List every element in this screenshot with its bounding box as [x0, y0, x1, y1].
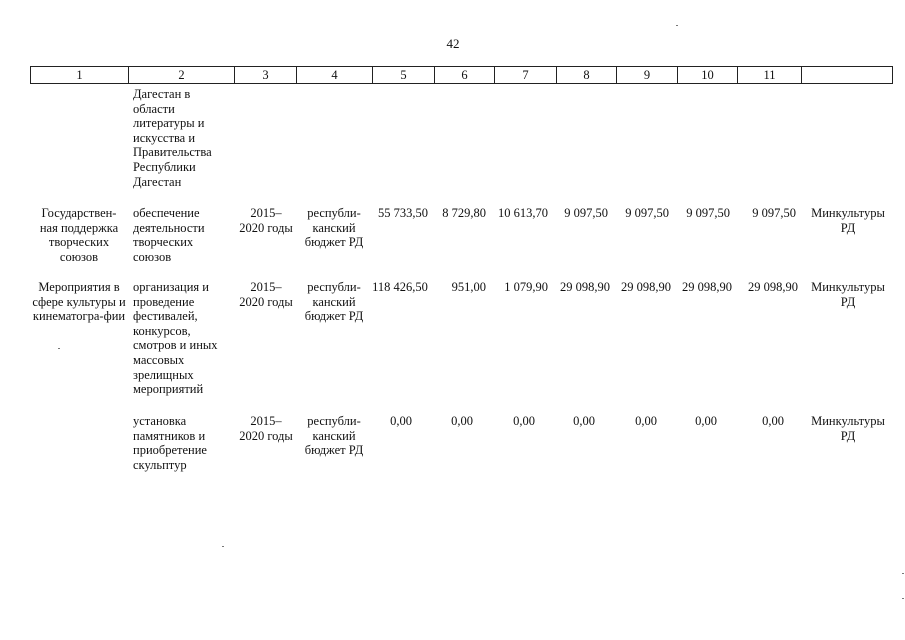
measure-name: Государствен-ная поддержка творческих союзов [39, 206, 119, 264]
header-col-6: 6 [435, 67, 495, 83]
header-col-9: 9 [617, 67, 678, 83]
value-col-9: 29 098,90 [621, 280, 671, 294]
value-col-5: 0,00 [390, 414, 412, 428]
header-col-8: 8 [557, 67, 617, 83]
value-col-9: 9 097,50 [625, 206, 669, 220]
scan-speck [676, 25, 678, 26]
scan-speck [222, 546, 224, 547]
activity-description: обеспечение деятельности творческих союзов [133, 206, 205, 264]
scan-speck [58, 348, 60, 349]
value-col-7: 1 079,90 [504, 280, 548, 294]
header-col-7: 7 [495, 67, 557, 83]
value-col-6: 8 729,80 [442, 206, 486, 220]
header-col-2: 2 [129, 67, 235, 83]
header-col-12 [802, 67, 894, 83]
value-col-10: 9 097,50 [686, 206, 730, 220]
value-col-10: 29 098,90 [682, 280, 732, 294]
value-col-11: 9 097,50 [752, 206, 796, 220]
header-col-5: 5 [373, 67, 435, 83]
responsible-agency: Минкультуры РД [811, 206, 885, 235]
period: 2015– 2020 годы [239, 280, 293, 309]
activity-description: организация и проведение фестивалей, конкурсов, смотров и иных массовых зрелищных мероприятий [133, 280, 218, 397]
value-col-11: 29 098,90 [748, 280, 798, 294]
value-col-5: 118 426,50 [372, 280, 428, 294]
value-col-6: 951,00 [451, 280, 486, 294]
period: 2015– 2020 годы [239, 206, 293, 235]
funding-source: республи-канский бюджет РД [304, 280, 364, 324]
measure-name: Мероприятия в сфере культуры и кинематогра-фии [32, 280, 126, 324]
header-col-3: 3 [235, 67, 297, 83]
value-col-8: 29 098,90 [560, 280, 610, 294]
value-col-10: 0,00 [695, 414, 717, 428]
header-col-11: 11 [738, 67, 802, 83]
value-col-8: 9 097,50 [564, 206, 608, 220]
value-col-7: 0,00 [513, 414, 535, 428]
responsible-agency: Минкультуры РД [811, 414, 885, 443]
activity-description: установка памятников и приобретение скульптур [133, 414, 207, 472]
scan-speck [902, 573, 904, 574]
responsible-agency: Минкультуры РД [811, 280, 885, 309]
header-col-4: 4 [297, 67, 373, 83]
value-col-6: 0,00 [451, 414, 473, 428]
value-col-11: 0,00 [762, 414, 784, 428]
value-col-8: 0,00 [573, 414, 595, 428]
table-header [30, 66, 893, 84]
value-col-7: 10 613,70 [498, 206, 548, 220]
page-number: 42 [446, 36, 460, 51]
value-col-9: 0,00 [635, 414, 657, 428]
header-col-10: 10 [678, 67, 738, 83]
scan-speck [902, 598, 904, 599]
funding-source: республи-канский бюджет РД [304, 206, 364, 250]
value-col-5: 55 733,50 [378, 206, 428, 220]
continuation-text: Дагестан в области литературы и искусства и Правительства Республики Дагестан [133, 87, 212, 189]
header-col-1: 1 [31, 67, 129, 83]
period: 2015– 2020 годы [239, 414, 293, 443]
funding-source: республи-канский бюджет РД [304, 414, 364, 458]
